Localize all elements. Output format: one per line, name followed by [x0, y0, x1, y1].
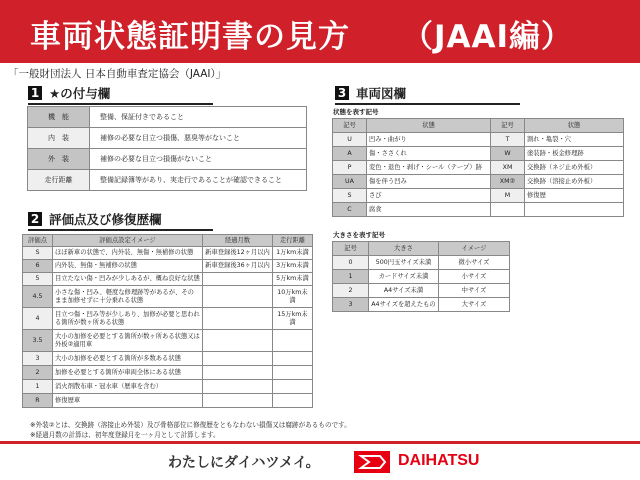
section-number: 1 — [28, 86, 42, 100]
table-cell: 新車登録後36ヶ月以内 — [203, 260, 273, 273]
table-row — [333, 284, 510, 298]
table-row — [333, 270, 510, 284]
table-row — [23, 352, 313, 366]
table-cell — [203, 394, 273, 408]
table-cell: 小さな傷・凹み、軽度な修理跡等があるが、そのまま加修せずに十分乗れる状態 — [53, 286, 203, 308]
notes — [30, 420, 351, 440]
table-cell — [273, 366, 313, 380]
table-cell: 1 — [333, 270, 369, 284]
table-cell — [491, 203, 525, 217]
table-cell: U — [333, 133, 367, 147]
table-cell — [273, 380, 313, 394]
section3-heading — [335, 84, 520, 105]
table-cell: 4.5 — [23, 286, 53, 308]
table-row — [333, 298, 510, 312]
table-cell: 2 — [23, 366, 53, 380]
table-row — [23, 260, 313, 273]
column-header: 走行距離 — [273, 235, 313, 247]
star-table — [27, 106, 307, 191]
table-cell: 新車登録後12ヶ月以内 — [203, 247, 273, 260]
table-cell: 交換跡（ネジ止め外板） — [525, 161, 624, 175]
table-cell: C — [333, 203, 367, 217]
table-cell: 5 — [23, 273, 53, 286]
section1-heading — [28, 84, 213, 105]
table-row — [28, 107, 307, 128]
table-row — [333, 203, 624, 217]
section-number: 3 — [335, 86, 349, 100]
table-row — [23, 366, 313, 380]
state-caption: 状態を表す記号 — [333, 108, 379, 116]
table-cell: UA — [333, 175, 367, 189]
table-cell: 大サイズ — [439, 298, 510, 312]
table-cell — [203, 330, 273, 352]
table-row — [333, 147, 624, 161]
divider — [0, 441, 640, 444]
table-cell: 1 — [23, 380, 53, 394]
section-title: 評価点及び修復歴欄 — [49, 212, 162, 227]
column-header: 記号 — [491, 119, 525, 133]
slogan-logo: わたしにダイハツメイ。 — [168, 455, 320, 471]
row-label: 機 能 — [28, 107, 90, 128]
row-label: 外 装 — [28, 149, 90, 170]
column-header: イメージ — [439, 242, 510, 256]
row-value: 補修の必要な目立つ損傷、悪臭等がないこと — [90, 128, 307, 149]
table-cell: XM② — [491, 175, 525, 189]
table-cell — [203, 273, 273, 286]
table-cell: 割れ・亀裂・穴 — [525, 133, 624, 147]
header-row — [333, 119, 624, 133]
state-symbol-table — [332, 118, 624, 217]
table-cell: A4サイズ未満 — [369, 284, 439, 298]
table-cell: 消火剤散布車・冠水車（歴車を含む） — [53, 380, 203, 394]
note: ※外装②とは、交換跡（溶接止め外装）及び骨格部位に修復歴をともなわない損傷又は腐跡があるものです。 — [30, 421, 351, 429]
page-title: 車両状態証明書の見方 — [30, 19, 350, 55]
section-number: 2 — [28, 212, 42, 226]
table-cell: XM — [491, 161, 525, 175]
table-cell: S — [333, 189, 367, 203]
table-row — [23, 308, 313, 330]
table-cell: カードサイズ未満 — [369, 270, 439, 284]
subtitle: 「一般財団法人 日本自動車査定協会（JAAI）」 — [8, 68, 227, 80]
table-cell: 修復歴車 — [53, 394, 203, 408]
table-cell: S — [23, 247, 53, 260]
table-cell — [273, 394, 313, 408]
table-cell: 変色・退色・剥げ・シール（テープ）跡 — [367, 161, 491, 175]
table-row — [23, 380, 313, 394]
column-header: 記号 — [333, 242, 369, 256]
table-cell — [203, 366, 273, 380]
table-row — [333, 175, 624, 189]
column-header: 状態 — [525, 119, 624, 133]
note: ※経過月数の計算は、初年度登録月を一ヶ月として計算します。 — [30, 431, 220, 439]
table-cell: 修復歴 — [525, 189, 624, 203]
table-cell: M — [491, 189, 525, 203]
table-cell — [203, 308, 273, 330]
table-cell: T — [491, 133, 525, 147]
column-header: 評価点 — [23, 235, 53, 247]
table-cell: 6 — [23, 260, 53, 273]
table-cell: 傷・ささくれ — [367, 147, 491, 161]
table-cell: 大小の加修を必要とする箇所が数ヶ所ある状態又は外板②適用車 — [53, 330, 203, 352]
table-cell — [273, 330, 313, 352]
table-cell: 微小サイズ — [439, 256, 510, 270]
table-cell: 15万km未満 — [273, 308, 313, 330]
section2-heading — [28, 210, 213, 231]
column-header: 記号 — [333, 119, 367, 133]
table-cell: 内外装、無傷・無補修の状態 — [53, 260, 203, 273]
table-cell: 傷を伴う凹み — [367, 175, 491, 189]
table-row — [23, 273, 313, 286]
table-cell: W — [491, 147, 525, 161]
column-header: 大きさ — [369, 242, 439, 256]
brand-logo: DAIHATSU — [398, 452, 480, 469]
row-label: 走行距離 — [28, 170, 90, 191]
table-cell: 2 — [333, 284, 369, 298]
table-cell: ほぼ新車の状態で、内外装、無傷・無補修の状態 — [53, 247, 203, 260]
table-cell: 凹み・曲がり — [367, 133, 491, 147]
column-header: 経過月数 — [203, 235, 273, 247]
table-cell: 5万km未満 — [273, 273, 313, 286]
table-cell: 0 — [333, 256, 369, 270]
table-cell: 大小の加修を必要とする箇所が多数ある状態 — [53, 352, 203, 366]
table-cell — [203, 352, 273, 366]
table-cell: 塗装跡・板金修理跡 — [525, 147, 624, 161]
table-cell: 3 — [23, 352, 53, 366]
table-cell: 3 — [333, 298, 369, 312]
row-label: 内 装 — [28, 128, 90, 149]
table-cell: 4 — [23, 308, 53, 330]
table-cell: 10万km未満 — [273, 286, 313, 308]
section-title: ★の付与欄 — [49, 86, 111, 101]
table-cell: 腐食 — [367, 203, 491, 217]
table-row — [23, 247, 313, 260]
table-cell — [203, 286, 273, 308]
table-row — [333, 133, 624, 147]
table-cell: A4サイズを超えたもの — [369, 298, 439, 312]
table-cell: 小サイズ — [439, 270, 510, 284]
column-header: 評価点設定イメージ — [53, 235, 203, 247]
table-cell: さび — [367, 189, 491, 203]
header-row — [333, 242, 510, 256]
daihatsu-emblem-icon — [354, 451, 390, 473]
table-cell: 目立つ傷・凹み等が少しあり、加修が必要と思われる箇所が数ヶ所ある状態 — [53, 308, 203, 330]
table-cell: 1万km未満 — [273, 247, 313, 260]
table-cell: R — [23, 394, 53, 408]
table-row — [28, 149, 307, 170]
table-cell: 中サイズ — [439, 284, 510, 298]
table-cell: 3.5 — [23, 330, 53, 352]
table-row — [28, 170, 307, 191]
table-cell: 目立たない傷・凹みが少しあるが、概ね良好な状態 — [53, 273, 203, 286]
table-row — [23, 330, 313, 352]
size-caption: 大きさを表す記号 — [333, 231, 385, 239]
table-row — [23, 286, 313, 308]
table-row — [333, 189, 624, 203]
table-cell — [203, 380, 273, 394]
column-header: 状態 — [367, 119, 491, 133]
section-title: 車両図欄 — [356, 86, 407, 101]
page-header — [0, 0, 640, 63]
table-cell — [525, 203, 624, 217]
table-row — [333, 256, 510, 270]
table-cell: 3万km未満 — [273, 260, 313, 273]
table-row — [28, 128, 307, 149]
table-cell: P — [333, 161, 367, 175]
table-cell — [273, 352, 313, 366]
row-value: 整備、保証付きであること — [90, 107, 307, 128]
table-row — [23, 394, 313, 408]
table-cell: 500円玉サイズ未満 — [369, 256, 439, 270]
size-symbol-table — [332, 241, 510, 312]
table-cell: A — [333, 147, 367, 161]
table-cell: 加修を必要とする箇所が車両全体にある状態 — [53, 366, 203, 380]
table-row — [333, 161, 624, 175]
grade-table — [22, 234, 313, 408]
page-title-suffix: （JAAI編） — [402, 19, 574, 55]
header-row — [23, 235, 313, 247]
row-value: 整備記録簿等があり、実走行であることが確認できること — [90, 170, 307, 191]
row-value: 補修の必要な目立つ損傷がないこと — [90, 149, 307, 170]
table-cell: 交換跡（溶接止め外板） — [525, 175, 624, 189]
